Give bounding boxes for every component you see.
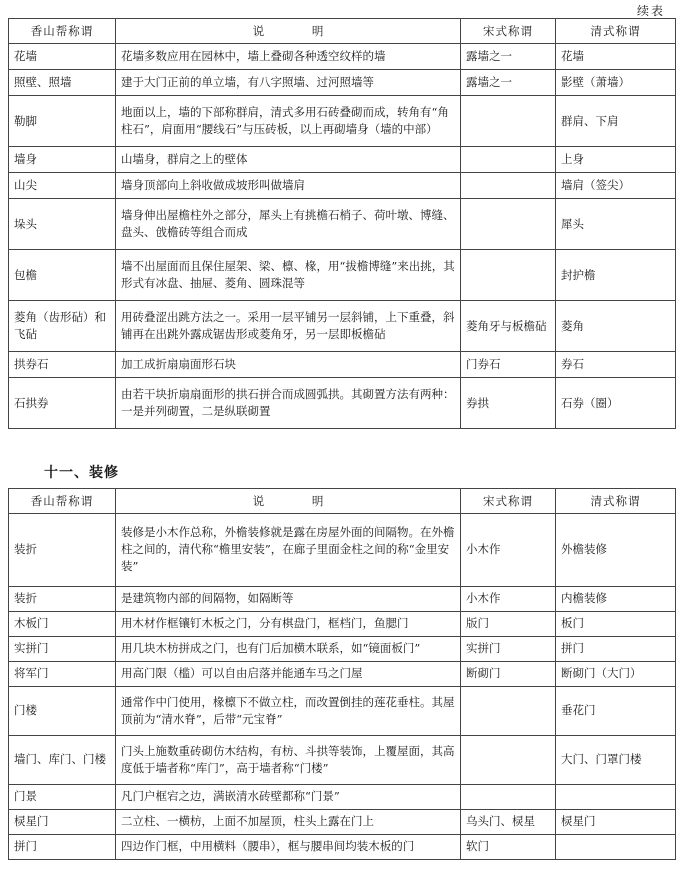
table-row — [9, 250, 676, 301]
cell-description: 加工成折扇扇面形石块 — [116, 351, 461, 377]
cell-xiangshan-term: 装折 — [9, 514, 116, 587]
cell-xiangshan-term: 实拼门 — [9, 636, 116, 661]
cell-qing-term — [556, 784, 676, 809]
cell-xiangshan-term: 棂星门 — [9, 809, 116, 834]
table-body — [9, 44, 676, 429]
cell-xiangshan-term: 包檐 — [9, 250, 116, 301]
cell-description: 通常作中门使用，椽檩下不做立柱，而改置倒挂的莲花垂柱。其屋顶前为“清水脊”，后带“元宝脊” — [116, 686, 461, 735]
table-body — [9, 514, 676, 860]
cell-description: 墙身伸出屋檐柱外之部分，犀头上有挑檐石梢子、荷叶墩、博缝、盘头、戗檐砖等组合而成 — [116, 199, 461, 250]
table-row — [9, 70, 676, 96]
cell-xiangshan-term: 门楼 — [9, 686, 116, 735]
table-row — [9, 96, 676, 147]
cell-song-term: 乌头门、棂星 — [461, 809, 556, 834]
cell-qing-term: 墙肩（签尖） — [556, 173, 676, 199]
cell-song-term: 实拼门 — [461, 636, 556, 661]
cell-description: 山墙身，群肩之上的壁体 — [116, 147, 461, 173]
cell-qing-term: 外檐装修 — [556, 514, 676, 587]
cell-song-term: 菱角牙与板檐砧 — [461, 301, 556, 352]
table-row — [9, 586, 676, 611]
cell-song-term — [461, 784, 556, 809]
cell-description: 由若干块折扇扇面形的拱石拼合而成圆弧拱。其砌置方法有两种：一是并列砌置，二是纵联砌置 — [116, 378, 461, 429]
cell-song-term — [461, 96, 556, 147]
table-row — [9, 661, 676, 686]
table-row — [9, 351, 676, 377]
cell-description: 用高门限（槛）可以自由启落并能通车马之门屋 — [116, 661, 461, 686]
table-row — [9, 735, 676, 784]
section-title: 十一、装修 — [44, 465, 119, 481]
table-row — [9, 636, 676, 661]
cell-xiangshan-term: 拼门 — [9, 834, 116, 859]
table-row — [9, 199, 676, 250]
header-song: 宋式称谓 — [461, 19, 556, 44]
cell-qing-term: 大门、门罩门楼 — [556, 735, 676, 784]
cell-song-term — [461, 250, 556, 301]
cell-description: 二立柱、一横枋，上面不加屋顶，柱头上露在门上 — [116, 809, 461, 834]
cell-song-term: 断砌门 — [461, 661, 556, 686]
cell-xiangshan-term: 石拱券 — [9, 378, 116, 429]
cell-qing-term: 封护檐 — [556, 250, 676, 301]
cell-song-term: 露墙之一 — [461, 44, 556, 70]
cell-description: 墙不出屋面而且保住屋架、梁、檩、椽，用“拔檐博缝”来出挑，其形式有冰盘、抽屉、菱角、圆珠混等 — [116, 250, 461, 301]
cell-description: 门头上施数重砖砌仿木结构，有枋、斗拱等装饰，上覆屋面，其高度低于墙者称“库门”，高于墙者称“门楼” — [116, 735, 461, 784]
cell-xiangshan-term: 山尖 — [9, 173, 116, 199]
cell-xiangshan-term: 勒脚 — [9, 96, 116, 147]
cell-qing-term: 影壁（萧墙） — [556, 70, 676, 96]
cell-xiangshan-term: 菱角（齿形砧）和飞砧 — [9, 301, 116, 352]
masonry-terms-table — [8, 18, 676, 429]
cell-xiangshan-term: 门景 — [9, 784, 116, 809]
cell-song-term — [461, 147, 556, 173]
cell-qing-term: 石券（圈） — [556, 378, 676, 429]
cell-song-term: 门券石 — [461, 351, 556, 377]
table-row — [9, 809, 676, 834]
cell-song-term — [461, 686, 556, 735]
cell-qing-term: 群肩、下肩 — [556, 96, 676, 147]
table-row — [9, 147, 676, 173]
cell-xiangshan-term: 照壁、照墙 — [9, 70, 116, 96]
cell-description: 是建筑物内部的间隔物，如隔断等 — [116, 586, 461, 611]
header-description: 说 明 — [116, 489, 461, 514]
cell-xiangshan-term: 墙门、库门、门楼 — [9, 735, 116, 784]
cell-song-term: 版门 — [461, 611, 556, 636]
cell-xiangshan-term: 拱券石 — [9, 351, 116, 377]
cell-qing-term: 内檐装修 — [556, 586, 676, 611]
cell-qing-term: 板门 — [556, 611, 676, 636]
cell-description: 建于大门正前的单立墙，有八字照墙、过河照墙等 — [116, 70, 461, 96]
carpentry-terms-table — [8, 488, 676, 860]
cell-song-term: 软门 — [461, 834, 556, 859]
header-qing: 清式称谓 — [556, 19, 676, 44]
cell-description: 用砖叠涩出跳方法之一。采用一层平铺另一层斜铺，上下重叠，斜铺再在出跳外露成锯齿形或菱角牙，另一层即板檐砧 — [116, 301, 461, 352]
cell-song-term: 露墙之一 — [461, 70, 556, 96]
cell-qing-term: 券石 — [556, 351, 676, 377]
cell-description: 凡门户框宕之边，满嵌清水砖壁都称“门景” — [116, 784, 461, 809]
cell-xiangshan-term: 装折 — [9, 586, 116, 611]
table-header-row — [9, 489, 676, 514]
cell-description: 用木材作框镶钉木板之门，分有棋盘门，框档门，鱼腮门 — [116, 611, 461, 636]
cell-qing-term: 犀头 — [556, 199, 676, 250]
cell-description: 花墙多数应用在园林中，墙上叠砌各种透空纹样的墙 — [116, 44, 461, 70]
cell-qing-term: 拼门 — [556, 636, 676, 661]
cell-xiangshan-term: 垛头 — [9, 199, 116, 250]
table-row — [9, 514, 676, 587]
cell-qing-term: 垂花门 — [556, 686, 676, 735]
cell-song-term — [461, 199, 556, 250]
header-song: 宋式称谓 — [461, 489, 556, 514]
cell-qing-term: 菱角 — [556, 301, 676, 352]
continued-label: 续表 — [636, 4, 665, 18]
header-xiangshan: 香山帮称谓 — [9, 489, 116, 514]
header-qing: 清式称谓 — [556, 489, 676, 514]
table-row — [9, 611, 676, 636]
cell-qing-term: 棂星门 — [556, 809, 676, 834]
cell-song-term — [461, 173, 556, 199]
cell-song-term — [461, 735, 556, 784]
table-row — [9, 834, 676, 859]
header-xiangshan: 香山帮称谓 — [9, 19, 116, 44]
table-row — [9, 44, 676, 70]
cell-xiangshan-term: 木板门 — [9, 611, 116, 636]
table-row — [9, 378, 676, 429]
cell-description: 用几块木枋拼成之门，也有门后加横木联系，如“镜面板门” — [116, 636, 461, 661]
table-row — [9, 173, 676, 199]
cell-qing-term: 花墙 — [556, 44, 676, 70]
table-row — [9, 686, 676, 735]
cell-qing-term: 断砌门（大门） — [556, 661, 676, 686]
table-header-row — [9, 19, 676, 44]
cell-qing-term — [556, 834, 676, 859]
cell-song-term: 券拱 — [461, 378, 556, 429]
cell-description: 四边作门框，中用横料（腰串），框与腰串间均装木板的门 — [116, 834, 461, 859]
header-description: 说 明 — [116, 19, 461, 44]
cell-xiangshan-term: 花墙 — [9, 44, 116, 70]
cell-description: 地面以上，墙的下部称群肩，清式多用石砖叠砌而成，转角有“角柱石”，肩面用“腰线石”与压砖板，以上再砌墙身（墙的中部） — [116, 96, 461, 147]
table-row — [9, 301, 676, 352]
cell-song-term: 小木作 — [461, 586, 556, 611]
cell-description: 墙身顶部向上斜收做成坡形叫做墙肩 — [116, 173, 461, 199]
cell-xiangshan-term: 将军门 — [9, 661, 116, 686]
cell-qing-term: 上身 — [556, 147, 676, 173]
cell-song-term: 小木作 — [461, 514, 556, 587]
cell-xiangshan-term: 墙身 — [9, 147, 116, 173]
table-row — [9, 784, 676, 809]
cell-description: 装修是小木作总称，外檐装修就是露在房屋外面的间隔物。在外檐柱之间的，清代称“檐里安装”，在廊子里面金柱之间的称“金里安装” — [116, 514, 461, 587]
